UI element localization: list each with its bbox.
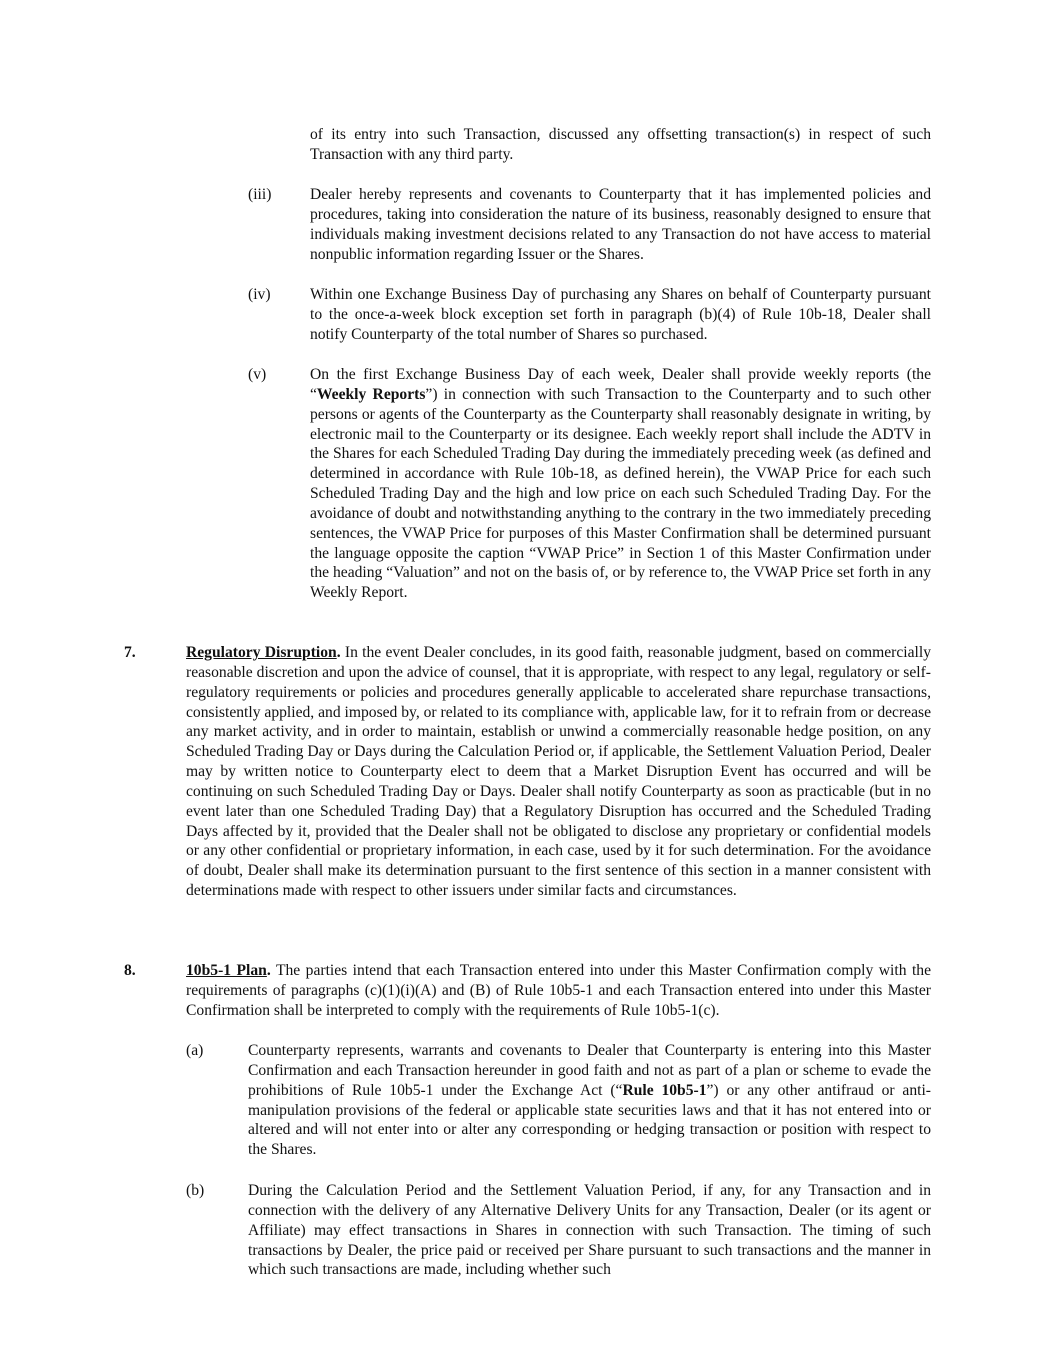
list-item-text [248, 1041, 931, 1160]
list-marker: (b) [186, 1182, 205, 1199]
section-number: 7. [124, 644, 136, 661]
list-item-b [186, 1181, 931, 1280]
list-marker: (v) [248, 366, 267, 383]
section-7 [124, 643, 931, 901]
section-body [186, 643, 931, 901]
list-item-text: During the Calculation Period and the Settlement Valuation Period, if any, for any Transaction and in connection with the delivery of any Alternative Delivery Units for any Transaction, Dealer (or its agent or Affiliate) may effect transactions in Shares in connection with such Transaction. The timing of such transactions by Dealer, the price paid or received per Share pursuant to such transactions and the manner in which such transactions are made, including whether such [248, 1182, 931, 1279]
list-item-iii [248, 185, 931, 264]
heading-period: . [266, 962, 271, 979]
list-item-iv [248, 285, 931, 345]
list-item-text: Dealer hereby represents and covenants to Counterparty that it has implemented policies and procedures, taking into consideration the nature of its business, reasonably designed to ensure that individuals making investment decisions related to any Transaction do not have access to material nonpublic information regarding Issuer or the Shares. [310, 186, 931, 263]
section-text: The parties intend that each Transaction entered into under this Master Confirmation comply with the requirements of paragraphs (c)(1)(i)(A) and (B) of Rule 10b5-1 and each Transaction entered into under this Master Confirmation shall be interpreted to comply with the requirements of Rule 10b5-1(c). [186, 962, 932, 1019]
text-segment: Counterparty represents, warrants and covenants to Dealer that Counterparty is entering into this Master Confirmation and each Transaction hereunder in good faith and not as part of a plan or scheme to evade the prohibitions of Rule 10b5-1 under the Exchange Act (“ [248, 1042, 931, 1099]
section-text: In the event Dealer concludes, in its good faith, reasonable judgment, based on commercially reasonable discretion and upon the advice of counsel, that it is appropriate, with respect to any legal, regulatory or self-regulatory requirements or policies and procedures generally applicable to accelerated share repurchase transactions, consistently applied, and imposed by, or related to its compliance with, applicable law, for it to refrain from or decrease any market activity, and in order to maintain, establish or unwind a commercially reasonable hedge position, on any Scheduled Trading Day or Days during the Calculation Period or, if applicable, the Settlement Valuation Period, Dealer may by written notice to Counterparty elect to deem that a Market Disruption Event has occurred and will be continuing on such Scheduled Trading Day or Days. Dealer shall notify Counterparty as soon as practicable (but in no event later than one Scheduled Trading Day) that a Regulatory Disruption has occurred and the Scheduled Trading Days affected by it, provided that the Dealer shall not be obligated to disclose any proprietary or confidential models or any other confidential or proprietary information, in each case, used by it for such determination. For the avoidance of doubt, Dealer shall make its determination pursuant to the first sentence of this section in a manner consistent with determinations made with respect to other issuers under similar facts and circumstances. [186, 644, 931, 900]
text-segment: ”) or any other antifraud or anti-manipulation provisions of the federal or applicable state securities laws and that it has not entered into or altered and will not enter into or alter any corresponding or hedging transaction or position with respect to the Shares. [248, 1081, 932, 1159]
heading-period: . [336, 644, 341, 661]
list-marker: (a) [186, 1042, 204, 1059]
section-body [186, 961, 931, 1021]
text-segment: ”) in connection with such Transaction to the Counterparty and to such other persons or agents of the Counterparty as the Counterparty shall reasonably designate in writing, by electronic mail to the Counterparty or its designee. Each weekly report shall include the ADTV in the Shares for each Scheduled Trading Day during the immediately preceding week (as defined and determined in accordance with Rule 10b-18, as defined herein), the VWAP Price for each such Scheduled Trading Day and the high and low price on each such Scheduled Trading Day. For the avoidance of doubt and notwithstanding anything to the contrary in the two immediately preceding sentences, the VWAP Price for purposes of this Master Confirmation shall be determined pursuant the language opposite the caption “VWAP Price” in Section 1 of this Master Confirmation under the heading “Valuation” and not on the basis of, or by reference to, the VWAP Price set forth in any Weekly Report. [310, 385, 931, 602]
section-8 [124, 961, 931, 1021]
continuation-paragraph: of its entry into such Transaction, discussed any offsetting transaction(s) in respect of such Transaction with any third party. [310, 126, 931, 163]
list-item-text: Within one Exchange Business Day of purchasing any Shares on behalf of Counterparty pursuant to the once-a-week block exception set forth in paragraph (b)(4) of Rule 10b-18, Dealer shall notify Counterparty of the total number of Shares so purchased. [310, 286, 931, 343]
section-heading: Regulatory Disruption [186, 644, 337, 661]
defined-term: Rule 10b5-1 [622, 1081, 707, 1099]
list-item-v [248, 365, 931, 603]
section-number: 8. [124, 962, 136, 979]
list-marker: (iii) [248, 186, 272, 203]
list-marker: (iv) [248, 286, 271, 303]
section-heading: 10b5-1 Plan [186, 962, 267, 979]
text-segment: On the first Exchange Business Day of each week, Dealer shall provide weekly reports (the “ [310, 366, 931, 403]
defined-term: Weekly Reports [316, 385, 426, 403]
list-item-text [310, 365, 931, 603]
list-item-a [186, 1041, 931, 1160]
